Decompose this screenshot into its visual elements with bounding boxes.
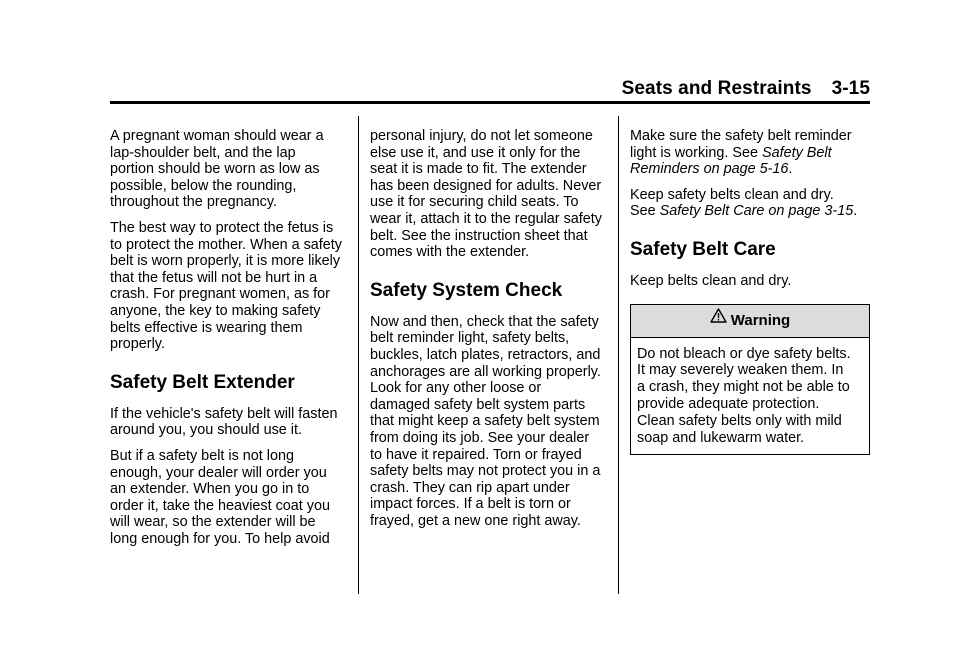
- text-line: portion should be worn as low as: [110, 161, 320, 178]
- text-line: will wear, so the extender will be: [110, 514, 316, 531]
- paragraph-reminder-light: Make sure the safety belt reminder light is working. See Safety Belt Reminders on page 5-16.: [630, 128, 852, 178]
- heading-safety-belt-care: Safety Belt Care: [630, 238, 776, 260]
- text-line: It may severely weaken them. In: [637, 362, 844, 379]
- text-line: crash. For pregnant women, as for: [110, 286, 330, 303]
- text-line: comes with the extender.: [370, 244, 530, 261]
- running-header: [622, 78, 870, 100]
- paragraph-keep-clean: Keep safety belts clean and dry. See Safety Belt Care on page 3-15.: [630, 186, 858, 220]
- text-line: throughout the pregnancy.: [110, 194, 277, 211]
- column-1: [110, 128, 350, 556]
- text-line: wear it, attach it to the regular safety: [370, 210, 602, 227]
- warning-body: [631, 338, 869, 455]
- text-line: provide adequate protection.: [637, 395, 820, 412]
- column-divider-2: [618, 116, 619, 594]
- text-line: Look for any other loose or: [370, 380, 542, 397]
- cross-reference-link[interactable]: Safety Belt Care on page 3-15: [659, 203, 854, 220]
- cross-reference-link[interactable]: Safety Belt: [761, 144, 832, 161]
- paragraph-belts-clean: Keep belts clean and dry.: [630, 272, 792, 289]
- text-line: lap-shoulder belt, and the lap: [110, 144, 296, 161]
- text-line: belts effective is wearing them: [110, 319, 303, 336]
- paragraph-system-check: [370, 314, 610, 530]
- text-line: belt is worn properly, it is more likely: [110, 253, 341, 270]
- header-rule: [110, 101, 870, 104]
- text-line: from doing its job. See your dealer: [370, 429, 590, 446]
- text-line: safety belts may not protect you in a: [370, 463, 601, 480]
- text-line: possible, below the rounding,: [110, 177, 297, 194]
- text-line: impact forces. If a belt is torn or: [370, 496, 571, 513]
- paragraph-extender-use: [370, 128, 610, 261]
- text-line: But if a safety belt is not long: [110, 447, 294, 464]
- warning-header: [631, 305, 869, 338]
- paragraph-belt-fasten: [110, 406, 350, 439]
- text-line: Do not bleach or dye safety belts.: [637, 345, 851, 362]
- text-line: Now and then, check that the safety: [370, 313, 599, 330]
- text-line: buckles, latch plates, retractors, and: [370, 346, 601, 363]
- text-line: else use it, and use it only for the: [370, 144, 581, 161]
- text-line: anchorages are all working properly.: [370, 363, 601, 380]
- text-line: to protect the mother. When a safety: [110, 236, 342, 253]
- text-line: Clean safety belts only with mild: [637, 412, 842, 429]
- text-line: around you, you should use it.: [110, 422, 303, 439]
- warning-text: [637, 346, 863, 447]
- cross-reference-link[interactable]: Reminders on page 5-16: [630, 161, 789, 178]
- column-divider-1: [358, 116, 359, 594]
- text-line: A pregnant woman should wear a: [110, 128, 324, 144]
- text-line: belt reminder light, safety belts,: [370, 330, 570, 347]
- warning-triangle-icon: [710, 303, 727, 335]
- column-3: [630, 128, 870, 455]
- column-2: [370, 128, 610, 538]
- warning-title: Warning: [730, 311, 791, 329]
- text-line: anyone, the key to making safety: [110, 302, 321, 319]
- text-line: that might keep a safety belt system: [370, 413, 600, 430]
- text-line: long enough for you. To help avoid: [110, 530, 330, 547]
- warning-box: [630, 304, 870, 456]
- text-line: personal injury, do not let someone: [370, 128, 593, 144]
- text-line: If the vehicle's safety belt will fasten: [110, 405, 338, 422]
- text-line: The best way to protect the fetus is: [110, 219, 334, 236]
- text-line: crash. They can rip apart under: [370, 479, 570, 496]
- paragraph-extender-order: [110, 448, 350, 548]
- page-number: 3-15: [831, 78, 870, 99]
- section-title: Seats and Restraints: [621, 78, 812, 99]
- page-header: [110, 78, 870, 102]
- text-line: frayed, get a new one right away.: [370, 512, 581, 529]
- heading-safety-belt-extender: Safety Belt Extender: [110, 371, 295, 393]
- text-line: to have it repaired. Torn or frayed: [370, 446, 582, 463]
- heading-safety-system-check: Safety System Check: [370, 279, 563, 301]
- text-line: that the fetus will not be hurt in a: [110, 269, 318, 286]
- text-line: soap and lukewarm water.: [637, 429, 805, 446]
- text-line: order it, take the heaviest coat you: [110, 497, 330, 514]
- text-line: an extender. When you go in to: [110, 481, 310, 498]
- text-line: enough, your dealer will order you: [110, 464, 327, 481]
- text-line: belt. See the instruction sheet that: [370, 227, 588, 244]
- text-line: use it for securing child seats. To: [370, 194, 579, 211]
- text-line: a crash, they might not be able to: [637, 379, 850, 396]
- paragraph-protect-fetus: [110, 220, 350, 353]
- text-line: properly.: [110, 336, 165, 353]
- text-line: damaged safety belt system parts: [370, 396, 586, 413]
- text-line: seat it is made to fit. The extender: [370, 161, 587, 178]
- text-line: has been designed for adults. Never: [370, 177, 602, 194]
- paragraph-pregnant-woman: [110, 128, 350, 211]
